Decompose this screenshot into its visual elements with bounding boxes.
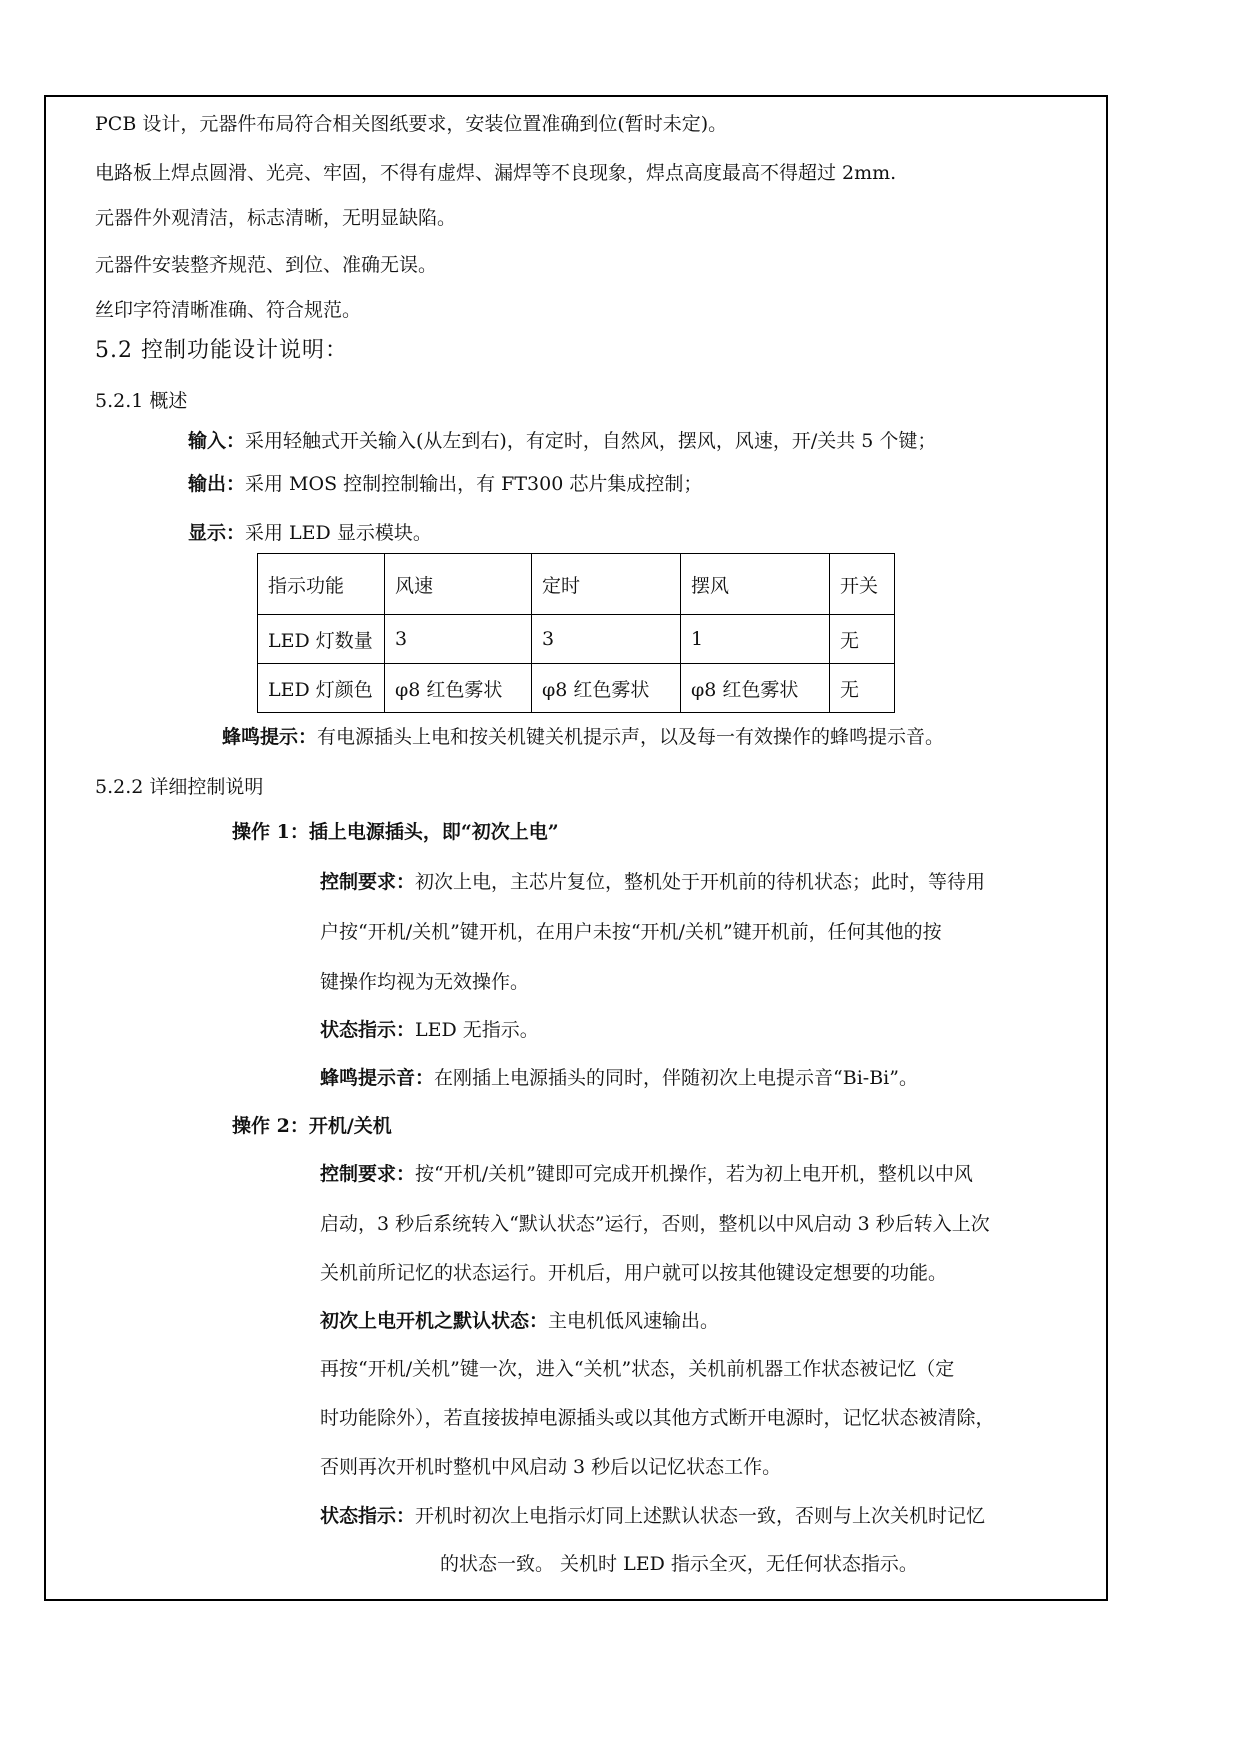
table-cell: 3 (385, 615, 532, 664)
op1-status-label: 状态指示： (320, 1019, 416, 1041)
table-cell: φ8 红色雾状 (532, 664, 681, 713)
op2-default-state (320, 1309, 719, 1333)
overview-buzzer (222, 725, 944, 749)
op2-title: 操作 2：开机/关机 (232, 1115, 392, 1137)
spec-line-component-appearance: 元器件外观清洁，标志清晰，无明显缺陷。 (95, 207, 457, 229)
op1-buzzer (320, 1066, 918, 1090)
op1-control-line-2: 户按“开机/关机”键开机，在用户未按“开机/关机”键开机前，任何其他的按 (320, 921, 942, 943)
op2-control-line-2: 启动，3 秒后系统转入“默认状态”运行，否则，整机以中风启动 3 秒后转入上次 (320, 1213, 990, 1235)
op2-status-line-1 (320, 1504, 985, 1528)
table-cell: 无 (830, 664, 895, 713)
op2-control-text: 按“开机/关机”键即可完成开机操作，若为初上电开机，整机以中风 (415, 1163, 973, 1185)
op1-control-line-1 (320, 870, 985, 894)
buzzer-text: 有电源插头上电和按关机键关机提示声，以及每一有效操作的蜂鸣提示音。 (317, 726, 945, 748)
section-title: 5.2 控制功能设计说明： (95, 338, 348, 363)
op1-buzzer-text: 在刚插上电源插头的同时，伴随初次上电提示音“Bi-Bi”。 (434, 1067, 918, 1089)
display-text: 采用 LED 显示模块。 (245, 522, 432, 544)
overview-display (188, 521, 432, 545)
display-label: 显示： (188, 522, 246, 544)
table-row (258, 664, 895, 713)
op2-default-label: 初次上电开机之默认状态： (320, 1310, 549, 1332)
table-row (258, 615, 895, 664)
table-header-row (258, 554, 895, 615)
input-text: 采用轻触式开关输入(从左到右)，有定时，自然风，摆风，风速，开/关共 5 个键； (245, 430, 937, 452)
overview-output (188, 472, 702, 496)
table-cell: LED 灯颜色 (258, 664, 385, 713)
op2-off-line-2: 时功能除外），若直接拔掉电源插头或以其他方式断开电源时，记忆状态被清除， (320, 1407, 995, 1429)
spec-line-solder-joints: 电路板上焊点圆滑、光亮、牢固，不得有虚焊、漏焊等不良现象，焊点高度最高不得超过 2mm. (95, 162, 897, 184)
table-cell: LED 灯数量 (258, 615, 385, 664)
input-label: 输入： (188, 430, 246, 452)
op1-title: 操作 1：插上电源插头，即“初次上电” (232, 821, 559, 843)
table-cell: φ8 红色雾状 (385, 664, 532, 713)
op2-off-line-3: 否则再次开机时整机中风启动 3 秒后以记忆状态工作。 (320, 1456, 782, 1478)
led-indicator-table (257, 553, 895, 713)
op2-control-label: 控制要求： (320, 1163, 416, 1185)
table-cell: 摆风 (681, 554, 830, 615)
op2-status-label: 状态指示： (320, 1505, 416, 1527)
op2-status-line-2: 的状态一致。 关机时 LED 指示全灭，无任何状态指示。 (440, 1553, 918, 1575)
table-cell: 1 (681, 615, 830, 664)
output-text: 采用 MOS 控制控制输出，有 FT300 芯片集成控制； (245, 473, 703, 495)
spec-line-pcb-layout: PCB 设计，元器件布局符合相关图纸要求，安装位置准确到位(暂时未定)。 (95, 113, 728, 135)
op1-control-line-3: 键操作均视为无效操作。 (320, 971, 530, 993)
buzzer-label: 蜂鸣提示： (222, 726, 318, 748)
op1-control-label: 控制要求： (320, 871, 416, 893)
op2-default-text: 主电机低风速输出。 (548, 1310, 720, 1332)
op1-status-text: LED 无指示。 (415, 1019, 539, 1041)
table-cell: 3 (532, 615, 681, 664)
table-cell: 定时 (532, 554, 681, 615)
op2-status-text: 开机时初次上电指示灯同上述默认状态一致，否则与上次关机时记忆 (415, 1505, 986, 1527)
op1-buzzer-label: 蜂鸣提示音： (320, 1067, 435, 1089)
table-cell: 风速 (385, 554, 532, 615)
output-label: 输出： (188, 473, 246, 495)
op2-control-line-1 (320, 1162, 973, 1186)
subsection-overview-title: 5.2.1 概述 (95, 390, 188, 412)
overview-input (188, 429, 936, 453)
subsection-detail-title: 5.2.2 详细控制说明 (95, 776, 264, 798)
table-cell: 指示功能 (258, 554, 385, 615)
op1-status (320, 1018, 539, 1042)
op2-off-line-1: 再按“开机/关机”键一次，进入“关机”状态，关机前机器工作状态被记忆（定 (320, 1358, 955, 1380)
op1-control-text: 初次上电，主芯片复位，整机处于开机前的待机状态；此时，等待用 (415, 871, 986, 893)
table-cell: 无 (830, 615, 895, 664)
spec-line-silkscreen: 丝印字符清晰准确、符合规范。 (95, 299, 362, 321)
table-cell: φ8 红色雾状 (681, 664, 830, 713)
op2-control-line-3: 关机前所记忆的状态运行。开机后，用户就可以按其他键设定想要的功能。 (320, 1262, 948, 1284)
spec-line-component-installation: 元器件安装整齐规范、到位、准确无误。 (95, 254, 438, 276)
table-cell: 开关 (830, 554, 895, 615)
